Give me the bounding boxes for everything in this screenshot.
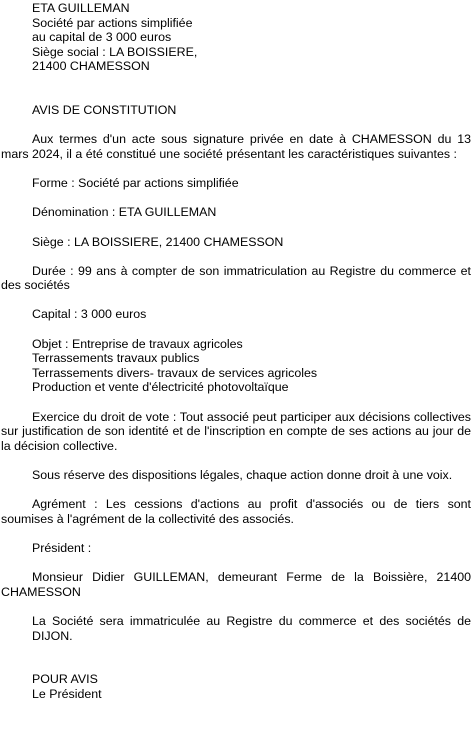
spacer xyxy=(1,118,471,133)
company-name: ETA GUILLEMAN xyxy=(32,1,130,15)
signature-pour-avis: POUR AVIS xyxy=(32,672,98,687)
vote-paragraph: Exercice du droit de vote : Tout associé peut participer aux décisions collectives sur justification de son identité et de l'inscription en compte de ses actions au jour de la décision collective. xyxy=(1,409,471,453)
forme-line: Forme : Société par actions simplifiée xyxy=(32,176,239,191)
company-capital: au capital de 3 000 euros xyxy=(32,30,172,45)
spacer xyxy=(1,395,471,410)
denomination-line: Dénomination : ETA GUILLEMAN xyxy=(32,205,217,220)
spacer xyxy=(1,322,471,337)
objet-line: Objet : Entreprise de travaux agricoles xyxy=(32,336,243,351)
president-label: Président : xyxy=(32,540,92,555)
signature-block xyxy=(1,672,471,701)
company-seat: Siège social : LA BOISSIERE, xyxy=(32,44,198,59)
immatriculation-line: La Société sera immatriculée au Registre du commerce et des sociétés de DIJON. xyxy=(32,613,471,643)
company-city: 21400 CHAMESSON xyxy=(32,59,150,74)
agrement-paragraph: Agrément : Les cessions d'actions au profit d'associés ou de tiers sont soumises à l'agrément de la collectivité des associés. xyxy=(1,497,471,526)
objet-line: Production et vente d'électricité photovoltaïque xyxy=(32,380,289,395)
legal-notice-document xyxy=(1,1,471,702)
intro-paragraph: Aux termes d'un acte sous signature privée en date à CHAMESSON du 13 mars 2024, il a été constitué une société présentant les caractéristiques suivantes : xyxy=(1,132,471,161)
spacer xyxy=(1,220,471,235)
spacer xyxy=(1,74,471,103)
company-form: Société par actions simplifiée xyxy=(32,15,193,30)
siege-line: Siège : LA BOISSIERE, 21400 CHAMESSON xyxy=(32,234,284,249)
spacer xyxy=(1,483,471,498)
spacer xyxy=(1,599,471,614)
objet-line: Terrassements travaux publics xyxy=(32,351,200,366)
spacer xyxy=(1,191,471,206)
reserve-line: Sous réserve des dispositions légales, chaque action donne droit à une voix. xyxy=(32,468,453,482)
company-header xyxy=(1,1,471,74)
spacer xyxy=(1,293,471,308)
spacer xyxy=(1,526,471,541)
duree-paragraph: Durée : 99 ans à compter de son immatriculation au Registre du commerce et des sociétés xyxy=(1,263,471,293)
spacer xyxy=(1,453,471,468)
objet-block xyxy=(1,337,471,395)
spacer xyxy=(1,556,471,571)
capital-line: Capital : 3 000 euros xyxy=(32,307,147,322)
spacer xyxy=(1,162,471,177)
spacer xyxy=(1,249,471,264)
objet-line: Terrassements divers- travaux de services agricoles xyxy=(32,365,318,380)
signature-president: Le Président xyxy=(32,686,102,701)
notice-title: AVIS DE CONSTITUTION xyxy=(32,103,177,118)
spacer xyxy=(1,643,471,672)
president-paragraph: Monsieur Didier GUILLEMAN, demeurant Ferme de la Boissière, 21400 CHAMESSON xyxy=(1,570,471,599)
